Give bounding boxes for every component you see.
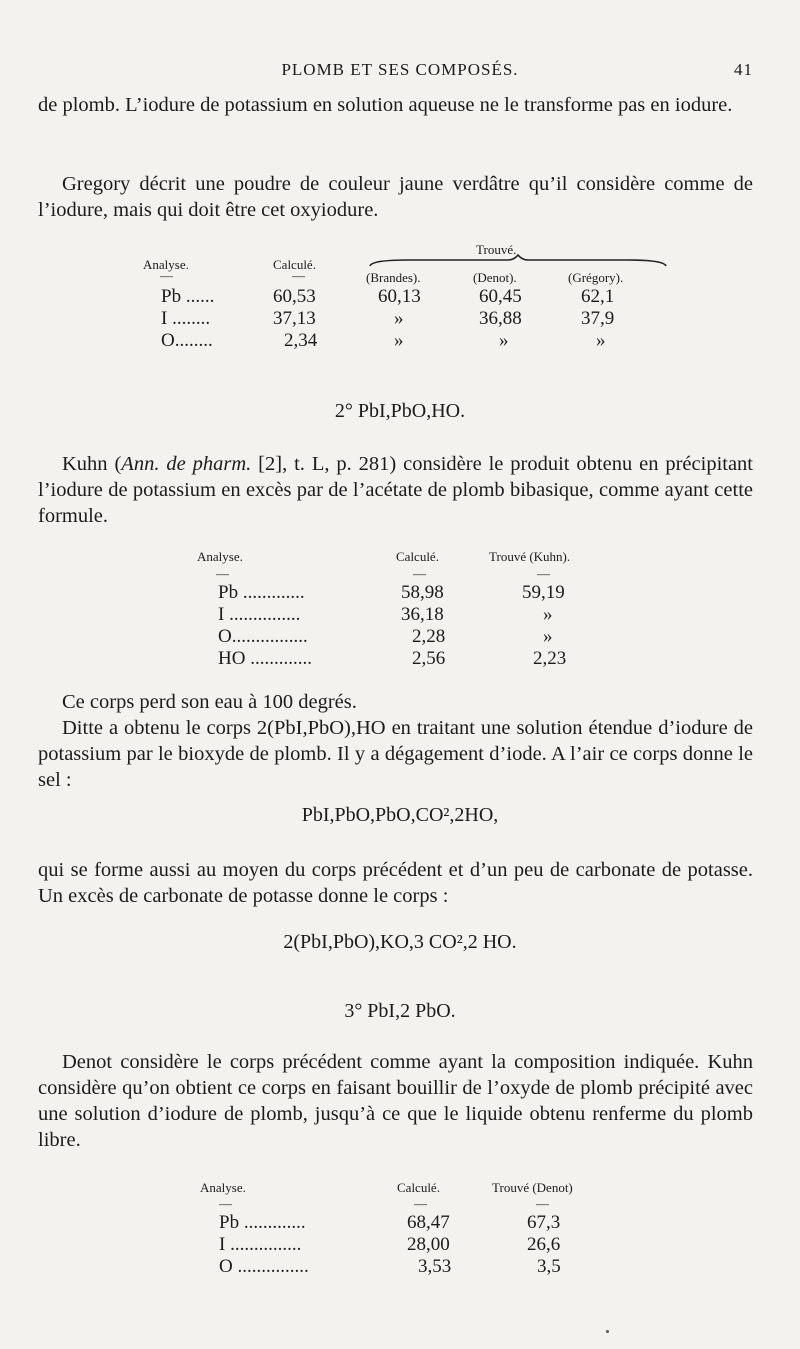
table1-row-denot: 60,45 <box>479 286 522 307</box>
table3-row-found: 3,5 <box>537 1256 561 1277</box>
table2-row-found: » <box>543 626 553 647</box>
table2-dash-trouve: — <box>537 566 550 581</box>
running-title: PLOMB ET SES COMPOSÉS. <box>281 60 519 79</box>
table2-row-calc: 2,56 <box>412 648 446 669</box>
paragraph-ditte: Ditte a obtenu le corps 2(PbI,PbO),HO en traitant une solution étendue d’iodure de potassium par le bioxyde de plomb. Il y a dégagement d’iode. A l’air ce corps donne le sel : <box>38 717 753 791</box>
table1-dash-calcule: — <box>292 268 305 283</box>
table2-analyse-header: Analyse. <box>197 549 243 564</box>
table1-denot-header: (Denot). <box>473 270 517 285</box>
table2-row-label: O................ <box>218 626 308 647</box>
table2-dash-calcule: — <box>413 566 426 581</box>
table2-row-label: I ............... <box>218 604 301 625</box>
paragraph-water-loss: Ce corps perd son eau à 100 degrés. <box>62 691 357 713</box>
table1-row-gregory: 37,9 <box>581 308 615 329</box>
table1-trouve-header: Trouvé. <box>476 242 517 257</box>
ink-speck <box>606 1330 609 1333</box>
paragraph-denot: Denot considère le corps précédent comme ayant la composition indiquée. Kuhn considère qu’on obtient ce corps en faisant bouillir de l’oxyde de plomb précipité avec une solution d’iodure de plomb, jusqu’à ce que le liquide obtenu renferme du plomb libre. <box>38 1051 753 1151</box>
table2-row-calc: 58,98 <box>401 582 444 603</box>
table3-row-calc: 68,47 <box>407 1212 450 1233</box>
formula-heading-2: 2° PbI,PbO,HO. <box>334 400 466 422</box>
table3-trouve-header: Trouvé (Denot) <box>492 1180 573 1195</box>
table2-row-label: Pb ............. <box>218 582 305 603</box>
table3-row-found: 26,6 <box>527 1234 561 1255</box>
table3-analyse-header: Analyse. <box>200 1180 246 1195</box>
table1-row-calc: 2,34 <box>284 330 318 351</box>
paragraph-kuhn <box>38 451 753 529</box>
table2-trouve-header: Trouvé (Kuhn). <box>489 549 571 564</box>
table2-row-calc: 2,28 <box>412 626 446 647</box>
table1-row-calc: 60,53 <box>273 286 316 307</box>
table2-row-found: 59,19 <box>522 582 565 603</box>
table1-row-calc: 37,13 <box>273 308 316 329</box>
paragraph-carbonate: qui se forme aussi au moyen du corps précédent et d’un peu de carbonate de potasse. Un excès de carbonate de potasse donne le corps : <box>38 859 753 907</box>
table1-calcule-header: Calculé. <box>273 257 316 272</box>
table3-row-label: I ............... <box>219 1234 302 1255</box>
table2-row-label: HO ............. <box>218 648 312 669</box>
table1-dash-analyse: — <box>160 268 173 283</box>
table1-row-denot: 36,88 <box>479 308 522 329</box>
paragraph-gregory: Gregory décrit une poudre de couleur jaune verdâtre qu’il considère comme de l’iodure, mais qui doit être cet oxyiodure. <box>38 173 753 221</box>
formula-salt: PbI,PbO,PbO,CO²,2HO, <box>301 804 499 826</box>
table3-calcule-header: Calculé. <box>397 1180 440 1195</box>
table1-analyse-header: Analyse. <box>143 257 189 272</box>
kuhn-text-rest: [2], t. L, p. 281) considère le produit obtenu en précipitant l’iodure de potassium en excès par de l’acétate de plomb bibasique, comme ayant cette formule. <box>38 453 754 527</box>
table1-row-denot: » <box>499 330 509 351</box>
table1-row-brandes: » <box>394 308 404 329</box>
table1-row-label: O........ <box>161 330 213 351</box>
table2-dash-analyse: — <box>216 566 229 581</box>
table1-row-gregory: 62,1 <box>581 286 615 307</box>
table3-dash-trouve: — <box>536 1196 549 1211</box>
paragraph-1: de plomb. L’iodure de potassium en solution aqueuse ne le transforme pas en iodure. <box>38 94 733 116</box>
table2-row-found: » <box>543 604 553 625</box>
table2-row-calc: 36,18 <box>401 604 444 625</box>
kuhn-text: Kuhn ( <box>62 453 122 475</box>
table3-dash-analyse: — <box>219 1196 232 1211</box>
table1-row-gregory: » <box>596 330 606 351</box>
table3-row-calc: 3,53 <box>418 1256 452 1277</box>
table3-dash-calcule: — <box>414 1196 427 1211</box>
table1-gregory-header: (Grégory). <box>568 270 624 285</box>
formula-heading-3: 3° PbI,2 PbO. <box>344 1000 456 1022</box>
table3-row-found: 67,3 <box>527 1212 561 1233</box>
table3-row-calc: 28,00 <box>407 1234 450 1255</box>
table1-brace <box>368 254 668 268</box>
table3-row-label: O ............... <box>219 1256 309 1277</box>
table2-calcule-header: Calculé. <box>396 549 439 564</box>
table3-row-label: Pb ............. <box>219 1212 306 1233</box>
table2-row-found: 2,23 <box>533 648 567 669</box>
table1-brandes-header: (Brandes). <box>366 270 421 285</box>
table1-row-brandes: 60,13 <box>378 286 421 307</box>
table1-row-brandes: » <box>394 330 404 351</box>
formula-carbonate: 2(PbI,PbO),KO,3 CO²,2 HO. <box>283 931 517 953</box>
table1-row-label: I ........ <box>161 308 211 329</box>
journal-citation: Ann. de pharm. <box>121 453 252 475</box>
table1-row-label: Pb ...... <box>161 286 215 307</box>
page-number: 41 <box>734 60 753 79</box>
